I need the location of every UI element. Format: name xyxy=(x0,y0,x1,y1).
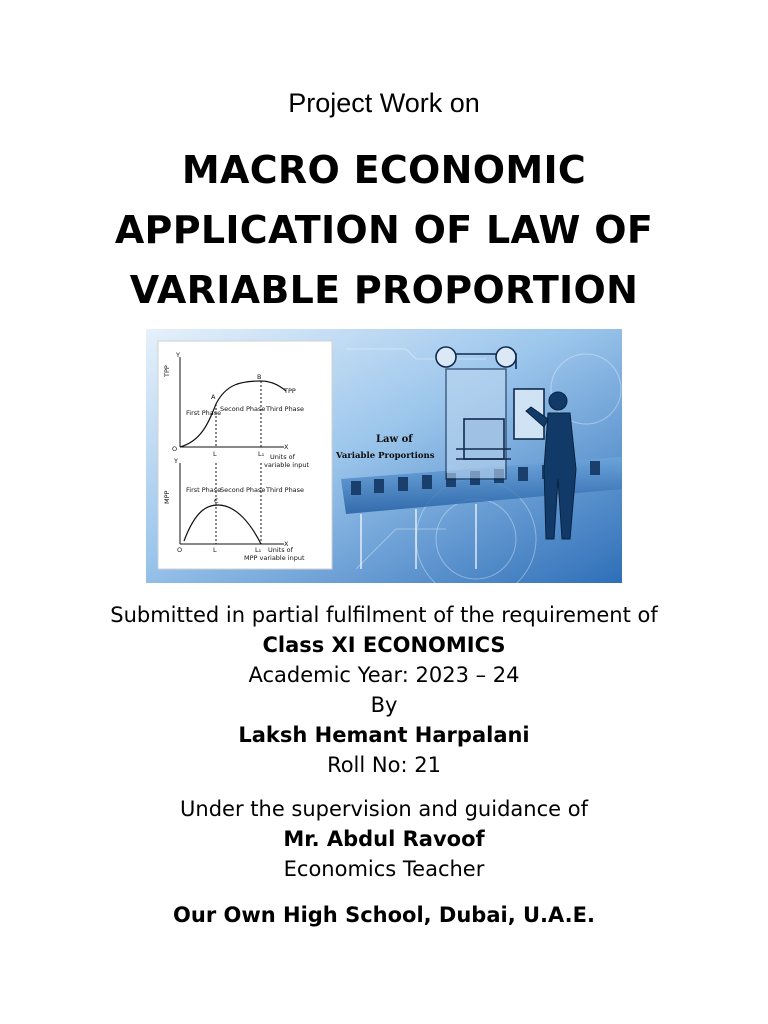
school-name: Our Own High School, Dubai, U.A.E. xyxy=(173,903,595,927)
bottom-units-2: MPP variable input xyxy=(244,554,305,562)
bottom-axis-y: Y xyxy=(174,457,178,465)
bottom-units-1: Units of xyxy=(268,546,293,554)
roll-number: Roll No: 21 xyxy=(327,753,441,777)
units-label-2: variable input xyxy=(264,461,310,469)
l1-bottom: L₁ xyxy=(255,546,262,554)
banner-title-line-2: Variable Proportions xyxy=(336,451,435,461)
top-curve-label: TPP xyxy=(284,387,296,395)
point-b: B xyxy=(257,373,262,381)
units-label-1: Units of xyxy=(270,453,295,461)
banner-title-line-1: Law of xyxy=(376,434,413,445)
bottom-axis-label: MPP xyxy=(163,490,171,504)
academic-year: Academic Year: 2023 – 24 xyxy=(248,663,520,687)
phase-second-bottom: Second Phase xyxy=(220,486,266,494)
phase-third-top: Third Phase xyxy=(266,405,305,413)
tpp-mpp-graph xyxy=(158,341,332,569)
title-line-2: APPLICATION OF LAW OF xyxy=(114,208,654,252)
cover-illustration xyxy=(146,329,622,583)
by-line: By xyxy=(370,693,398,717)
teacher-role: Economics Teacher xyxy=(283,857,485,881)
origin-bottom: O xyxy=(177,546,183,554)
l-bottom: L xyxy=(213,546,217,554)
supervision-line: Under the supervision and guidance of xyxy=(180,797,588,821)
phase-first-top: First Phase xyxy=(186,409,222,417)
point-c: C xyxy=(214,497,219,505)
phase-second-top: Second Phase xyxy=(220,405,266,413)
teacher-name: Mr. Abdul Ravoof xyxy=(283,827,485,851)
title-line-3: VARIABLE PROPORTION xyxy=(129,268,639,312)
axis-x-top: X xyxy=(284,443,289,451)
l1-top: L₁ xyxy=(258,450,265,458)
top-axis-label: TPP xyxy=(163,365,171,377)
project-title xyxy=(0,140,768,320)
project-subtitle: Project Work on xyxy=(288,88,480,118)
point-a: A xyxy=(211,393,216,401)
phase-first-bottom: First Phase xyxy=(186,486,222,494)
student-name: Laksh Hemant Harpalani xyxy=(238,723,530,747)
submitted-line: Submitted in partial fulfilment of the requirement of xyxy=(110,603,658,627)
axis-x-bottom: X xyxy=(284,540,289,548)
title-line-1: MACRO ECONOMIC xyxy=(181,148,587,192)
phase-third-bottom: Third Phase xyxy=(266,486,305,494)
class-line: Class XI ECONOMICS xyxy=(262,633,506,657)
top-axis-y: Y xyxy=(176,351,180,359)
origin-top: O xyxy=(172,445,178,453)
l-top: L xyxy=(213,450,217,458)
